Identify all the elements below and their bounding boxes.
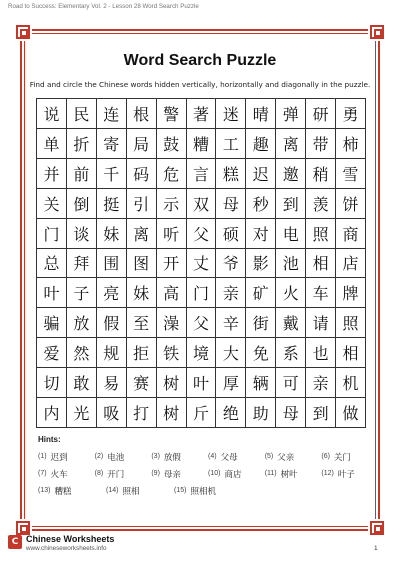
grid-cell[interactable]: 电 — [276, 219, 306, 249]
grid-cell[interactable]: 做 — [336, 398, 366, 428]
grid-cell[interactable]: 照 — [336, 308, 366, 338]
grid-cell[interactable]: 池 — [276, 249, 306, 279]
grid-cell[interactable]: 到 — [306, 398, 336, 428]
hints-title: Hints: — [38, 435, 61, 444]
grid-cell[interactable]: 迟 — [246, 159, 276, 189]
grid-cell[interactable]: 放 — [67, 308, 97, 338]
hint-word: 叶子 — [337, 469, 355, 480]
grid-cell[interactable]: 铁 — [157, 338, 187, 368]
grid-cell[interactable]: 商 — [336, 219, 366, 249]
grid-cell[interactable]: 妹 — [97, 219, 127, 249]
grid-cell[interactable]: 母 — [216, 189, 246, 219]
puzzle-grid — [36, 98, 366, 428]
hint-item — [151, 468, 208, 480]
grid-cell[interactable]: 糟 — [187, 129, 217, 159]
hint-number: (1) — [38, 453, 47, 460]
grid-cell[interactable]: 谈 — [67, 219, 97, 249]
grid-cell[interactable]: 带 — [306, 129, 336, 159]
grid-cell[interactable]: 辆 — [246, 368, 276, 398]
hint-word: 照相机 — [190, 486, 216, 497]
grid-cell[interactable]: 图 — [127, 249, 157, 279]
hint-number: (8) — [94, 470, 104, 477]
grid-cell[interactable]: 倒 — [67, 189, 97, 219]
grid-cell[interactable]: 邀 — [276, 159, 306, 189]
grid-cell[interactable]: 听 — [157, 219, 187, 249]
grid-cell[interactable]: 大 — [216, 338, 246, 368]
grid-cell[interactable]: 关 — [37, 189, 67, 219]
grid-cell[interactable]: 羡 — [306, 189, 336, 219]
grid-cell[interactable]: 鼓 — [157, 129, 187, 159]
grid-cell[interactable]: 叶 — [37, 278, 67, 308]
hint-word: 关门 — [333, 452, 351, 463]
grid-cell[interactable]: 著 — [187, 99, 217, 129]
grid-cell[interactable]: 厚 — [216, 368, 246, 398]
grid-cell[interactable]: 雪 — [336, 159, 366, 189]
grid-cell[interactable]: 牌 — [336, 278, 366, 308]
hint-item — [265, 468, 322, 480]
grid-cell[interactable]: 双 — [187, 189, 217, 219]
grid-cell[interactable]: 秒 — [246, 189, 276, 219]
grid-cell[interactable]: 斤 — [187, 398, 217, 428]
grid-cell[interactable]: 离 — [127, 219, 157, 249]
grid-cell[interactable]: 警 — [157, 99, 187, 129]
hint-number: (13) — [38, 487, 51, 494]
hint-number: (9) — [151, 470, 160, 477]
grid-cell[interactable]: 请 — [306, 308, 336, 338]
grid-cell[interactable]: 吸 — [97, 398, 127, 428]
grid-cell[interactable]: 千 — [97, 159, 127, 189]
grid-cell[interactable]: 叶 — [187, 368, 217, 398]
grid-cell[interactable]: 也 — [306, 338, 336, 368]
corner-ornament — [368, 519, 386, 537]
grid-cell[interactable]: 到 — [276, 189, 306, 219]
grid-cell[interactable]: 门 — [187, 278, 217, 308]
grid-cell[interactable]: 糕 — [216, 159, 246, 189]
grid-cell[interactable]: 迷 — [216, 99, 246, 129]
grid-cell[interactable]: 至 — [127, 308, 157, 338]
hint-number: (7) — [38, 470, 47, 477]
grid-cell[interactable]: 围 — [97, 249, 127, 279]
grid-cell[interactable]: 单 — [37, 129, 67, 159]
grid-cell[interactable]: 寄 — [97, 129, 127, 159]
hint-item — [321, 468, 378, 480]
hint-word: 照相 — [122, 486, 140, 497]
grid-cell[interactable]: 爷 — [216, 249, 246, 279]
grid-cell[interactable]: 门 — [37, 219, 67, 249]
grid-cell[interactable]: 父 — [187, 308, 217, 338]
footer-url: www.chineseworksheets.info — [26, 545, 107, 552]
grid-cell[interactable]: 稍 — [306, 159, 336, 189]
grid-cell[interactable]: 连 — [97, 99, 127, 129]
grid-cell[interactable]: 亲 — [306, 368, 336, 398]
hint-word: 糟糕 — [54, 486, 72, 497]
grid-cell[interactable]: 相 — [306, 249, 336, 279]
grid-cell[interactable]: 根 — [127, 99, 157, 129]
hint-number: (3) — [151, 453, 160, 460]
hint-word: 火车 — [50, 469, 68, 480]
grid-cell[interactable]: 并 — [37, 159, 67, 189]
grid-cell[interactable]: 硕 — [216, 219, 246, 249]
hint-number: (6) — [321, 453, 330, 460]
grid-cell[interactable]: 树 — [157, 368, 187, 398]
grid-cell[interactable]: 勇 — [336, 99, 366, 129]
grid-cell[interactable]: 言 — [187, 159, 217, 189]
grid-cell[interactable]: 母 — [276, 398, 306, 428]
grid-cell[interactable]: 示 — [157, 189, 187, 219]
corner-ornament — [368, 23, 386, 41]
hints-list — [38, 448, 378, 499]
grid-cell[interactable]: 赛 — [127, 368, 157, 398]
grid-cell[interactable]: 说 — [37, 99, 67, 129]
grid-cell[interactable]: 戴 — [276, 308, 306, 338]
hint-number: (2) — [94, 453, 104, 460]
hint-item — [151, 451, 208, 463]
grid-cell[interactable]: 引 — [127, 189, 157, 219]
grid-cell[interactable]: 系 — [276, 338, 306, 368]
grid-cell[interactable]: 拒 — [127, 338, 157, 368]
grid-cell[interactable]: 高 — [157, 278, 187, 308]
grid-cell[interactable]: 辛 — [216, 308, 246, 338]
hint-word: 商店 — [224, 469, 242, 480]
grid-cell[interactable]: 相 — [336, 338, 366, 368]
grid-cell[interactable]: 规 — [97, 338, 127, 368]
grid-cell[interactable]: 前 — [67, 159, 97, 189]
grid-cell[interactable]: 影 — [246, 249, 276, 279]
hint-number: (14) — [106, 487, 119, 494]
hint-item — [95, 451, 152, 463]
grid-cell[interactable]: 光 — [67, 398, 97, 428]
grid-cell[interactable]: 危 — [157, 159, 187, 189]
grid-cell[interactable]: 民 — [67, 99, 97, 129]
hint-item — [208, 451, 265, 463]
hint-word: 父母 — [220, 452, 238, 463]
footer-brand: Chinese Worksheets — [26, 534, 115, 544]
brand-logo-icon: C — [8, 535, 22, 549]
hint-item — [38, 485, 106, 497]
grid-cell[interactable]: 趣 — [246, 129, 276, 159]
grid-cell[interactable]: 机 — [336, 368, 366, 398]
page-number: 1 — [374, 545, 378, 552]
grid-cell[interactable]: 免 — [246, 338, 276, 368]
grid-cell[interactable]: 妹 — [127, 278, 157, 308]
grid-cell[interactable]: 易 — [97, 368, 127, 398]
hint-word: 母亲 — [163, 469, 181, 480]
page-header: Road to Success: Elementary Vol. 2 - Lesson 28 Word Search Puzzle — [8, 3, 199, 10]
grid-cell[interactable]: 丈 — [187, 249, 217, 279]
grid-cell[interactable]: 亲 — [216, 278, 246, 308]
hint-number: (10) — [208, 470, 221, 477]
hint-number: (4) — [208, 453, 217, 460]
hint-word: 迟到 — [50, 452, 68, 463]
grid-cell[interactable]: 对 — [246, 219, 276, 249]
grid-cell[interactable]: 工 — [216, 129, 246, 159]
grid-cell[interactable]: 敢 — [67, 368, 97, 398]
grid-cell[interactable]: 码 — [127, 159, 157, 189]
hint-number: (12) — [321, 470, 334, 477]
grid-cell[interactable]: 离 — [276, 129, 306, 159]
grid-cell[interactable]: 饼 — [336, 189, 366, 219]
corner-ornament — [14, 23, 32, 41]
grid-cell[interactable]: 弹 — [276, 99, 306, 129]
hint-item — [321, 451, 378, 463]
grid-cell[interactable]: 店 — [336, 249, 366, 279]
hint-word: 电池 — [107, 452, 125, 463]
grid-cell[interactable]: 假 — [97, 308, 127, 338]
grid-cell[interactable]: 子 — [67, 278, 97, 308]
hint-word: 开门 — [107, 469, 125, 480]
grid-cell[interactable]: 内 — [37, 398, 67, 428]
grid-cell[interactable]: 折 — [67, 129, 97, 159]
grid-cell[interactable]: 境 — [187, 338, 217, 368]
grid-cell[interactable]: 总 — [37, 249, 67, 279]
grid-cell[interactable]: 街 — [246, 308, 276, 338]
hint-row — [38, 465, 378, 482]
grid-cell[interactable]: 爱 — [37, 338, 67, 368]
grid-cell[interactable]: 亮 — [97, 278, 127, 308]
grid-cell[interactable]: 助 — [246, 398, 276, 428]
grid-cell[interactable]: 挺 — [97, 189, 127, 219]
hint-number: (11) — [264, 470, 277, 477]
hint-number: (5) — [264, 453, 274, 460]
grid-cell[interactable]: 开 — [157, 249, 187, 279]
grid-cell[interactable]: 晴 — [246, 99, 276, 129]
grid-cell[interactable]: 可 — [276, 368, 306, 398]
hint-item — [174, 485, 242, 497]
hint-word: 树叶 — [280, 469, 298, 480]
hint-item — [38, 451, 95, 463]
grid-cell[interactable]: 打 — [127, 398, 157, 428]
grid-cell[interactable]: 研 — [306, 99, 336, 129]
grid-cell[interactable]: 柿 — [336, 129, 366, 159]
grid-cell[interactable]: 然 — [67, 338, 97, 368]
grid-cell[interactable]: 切 — [37, 368, 67, 398]
grid-cell[interactable]: 车 — [306, 278, 336, 308]
hint-number: (15) — [174, 487, 187, 494]
hint-word: 放假 — [163, 452, 181, 463]
page-title: Word Search Puzzle — [123, 52, 277, 69]
hint-item — [106, 485, 174, 497]
grid-cell[interactable]: 父 — [187, 219, 217, 249]
hint-row — [38, 482, 378, 499]
hint-word: 父亲 — [277, 452, 295, 463]
grid-cell[interactable]: 矿 — [246, 278, 276, 308]
grid-cell[interactable]: 骗 — [37, 308, 67, 338]
hint-item — [208, 468, 265, 480]
grid-cell[interactable]: 火 — [276, 278, 306, 308]
hint-row — [38, 448, 378, 465]
grid-cell[interactable]: 绝 — [216, 398, 246, 428]
instructions: Find and circle the Chinese words hidden vertically, horizontally and diagonally in the puzzle. — [29, 80, 371, 89]
grid-cell[interactable]: 拜 — [67, 249, 97, 279]
hint-item — [38, 468, 95, 480]
hint-item — [95, 468, 152, 480]
grid-cell[interactable]: 澡 — [157, 308, 187, 338]
hint-item — [265, 451, 322, 463]
grid-cell[interactable]: 树 — [157, 398, 187, 428]
grid-cell[interactable]: 局 — [127, 129, 157, 159]
grid-cell[interactable]: 照 — [306, 219, 336, 249]
